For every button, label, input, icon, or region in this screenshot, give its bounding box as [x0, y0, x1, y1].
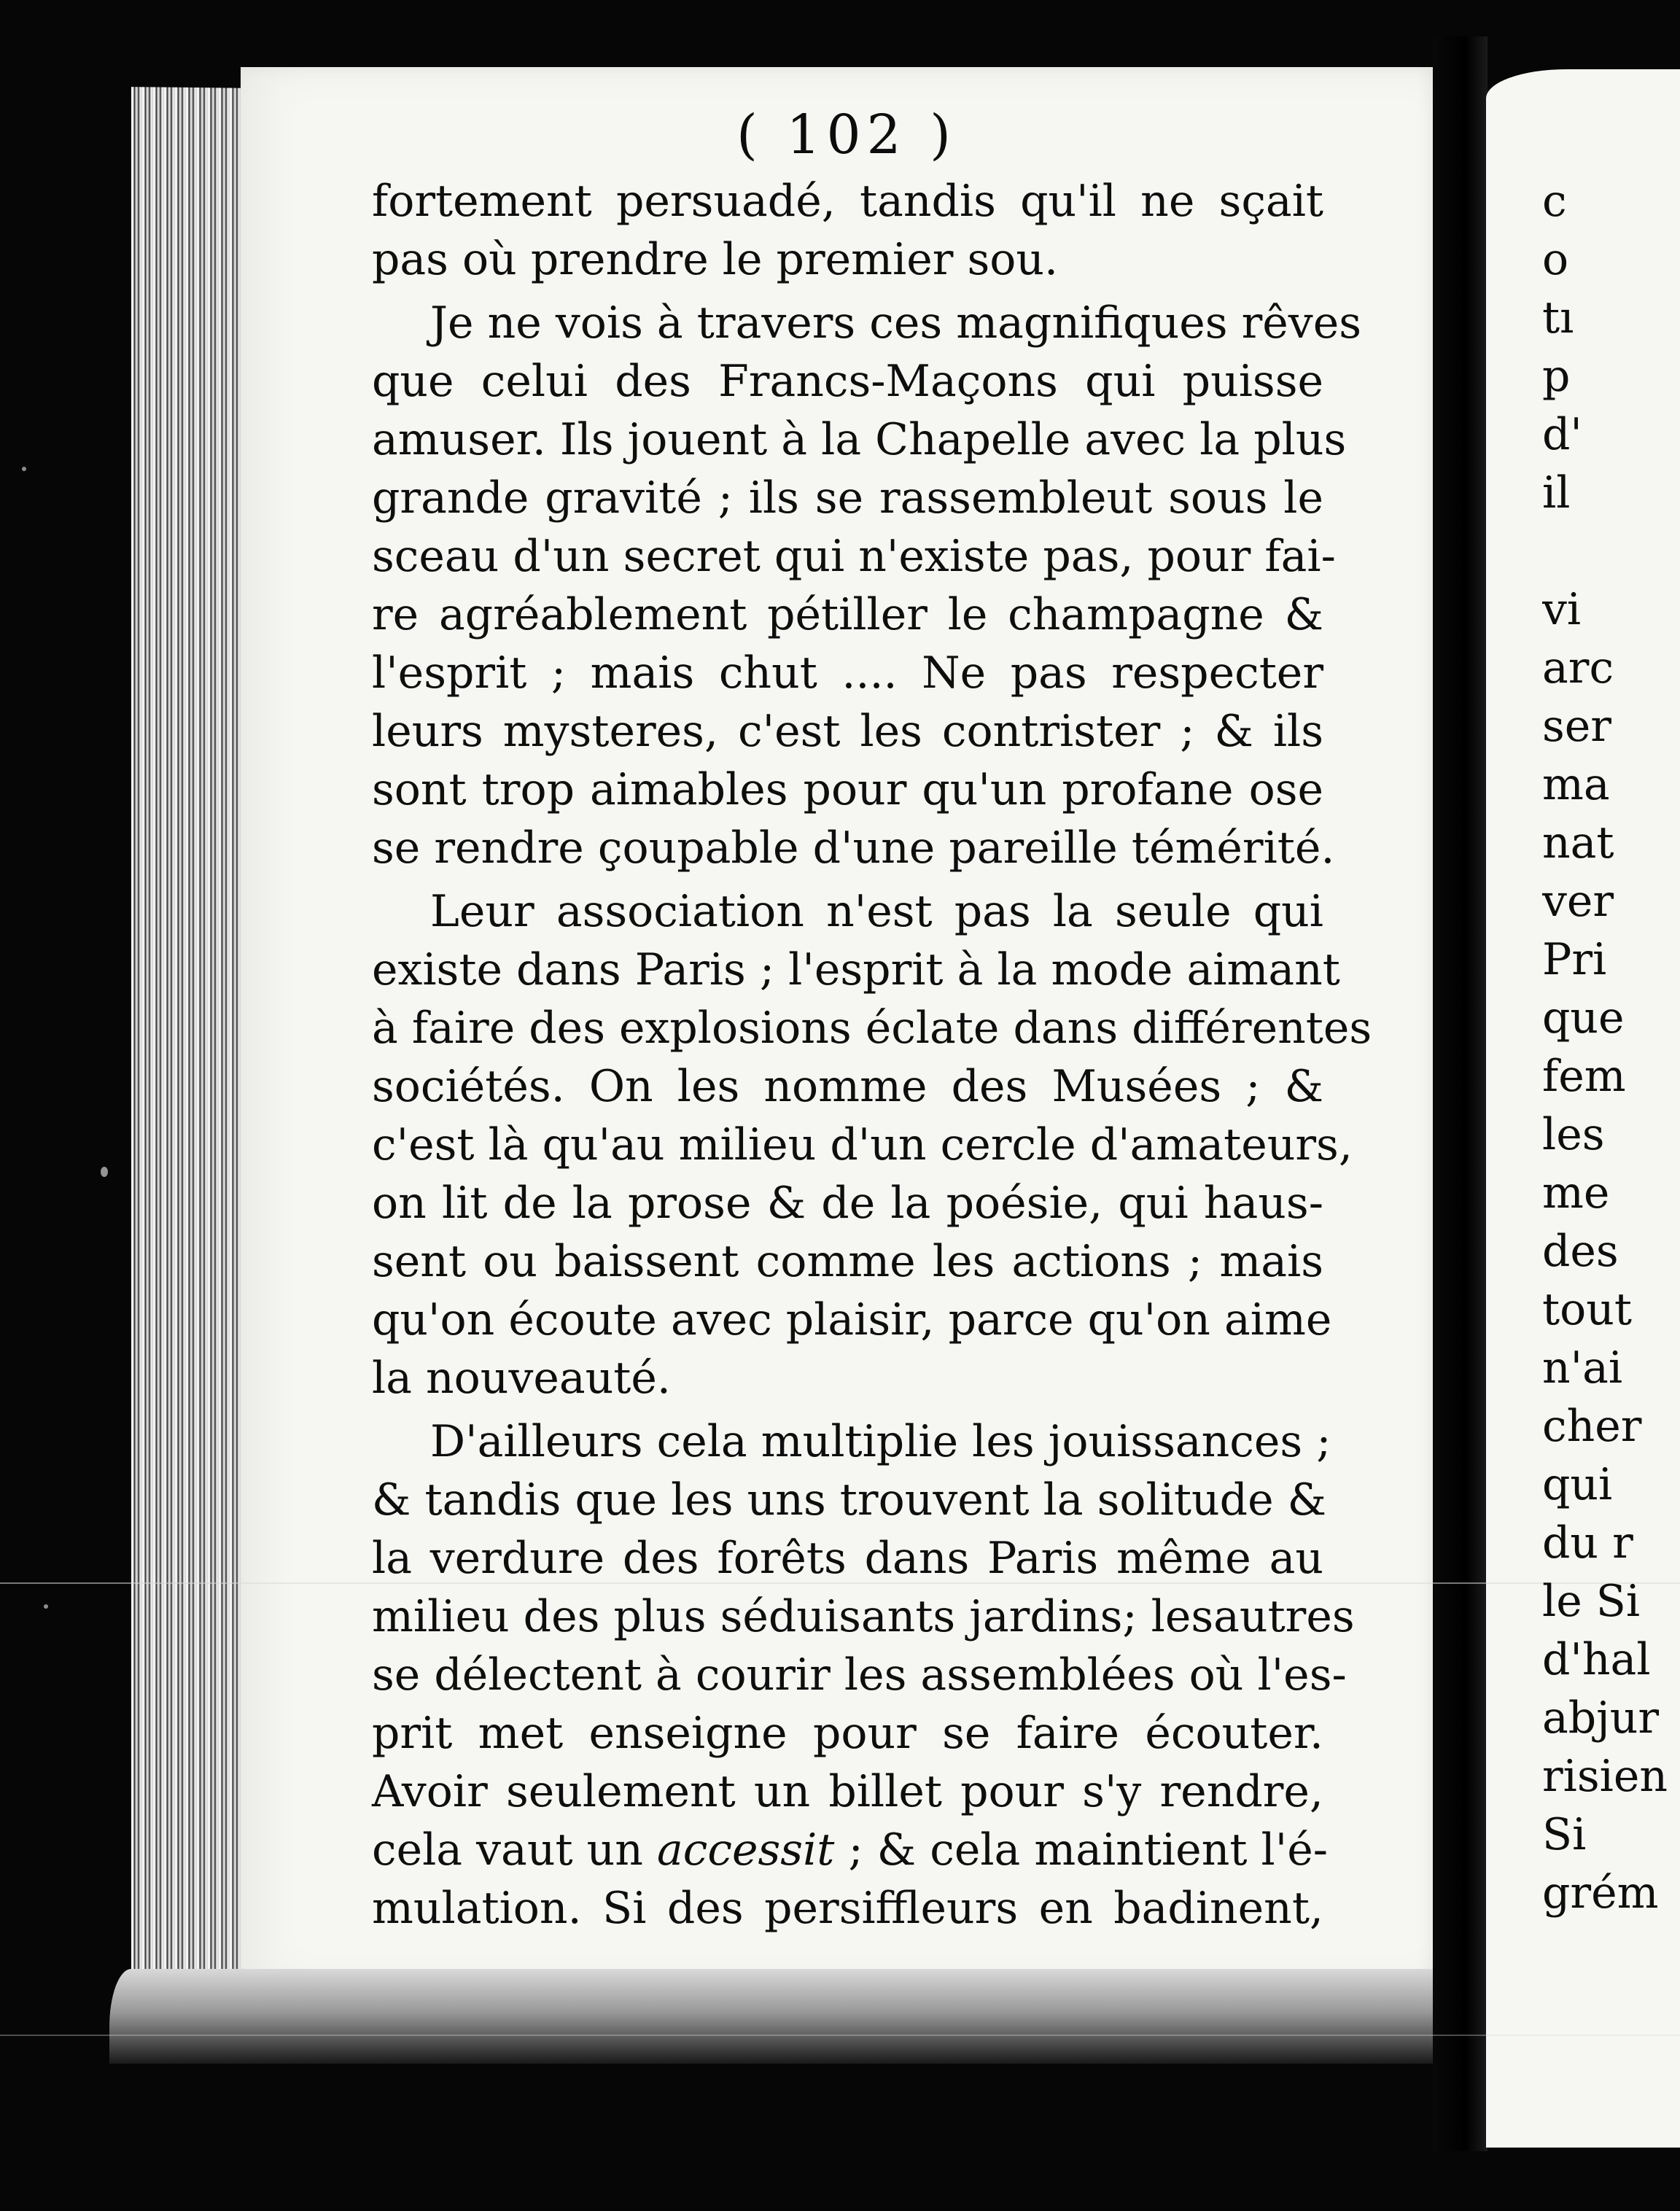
text-run: ; & cela maintient l'é- — [848, 1825, 1328, 1876]
fragment-line: du r — [1542, 1518, 1633, 1569]
text-line: c'est là qu'au milieu d'un cercle d'amateurs, — [372, 1119, 1353, 1170]
text-line: se rendre çoupable d'une pareille témérité. — [372, 823, 1335, 874]
scan-speck — [101, 1167, 108, 1177]
text-line: sont trop aimables pour qu'un profane ose — [372, 764, 1323, 815]
text-line: à faire des explosions éclate dans différentes — [372, 1003, 1372, 1054]
text-line: pas où prendre le premier sou. — [372, 234, 1059, 285]
text-line: amuser. Ils jouent à la Chapelle avec la plus — [372, 414, 1347, 465]
text-line: fortement persuadé, tandis qu'il ne sçait — [372, 176, 1323, 227]
fragment-line: me — [1542, 1167, 1610, 1219]
text-line: la verdure des forêts dans Paris même au — [372, 1533, 1323, 1584]
text-line: existe dans Paris ; l'esprit à la mode aimant — [372, 944, 1340, 995]
text-line: Avoir seulement un billet pour s'y rendre, — [372, 1766, 1323, 1817]
fragment-line: ver — [1542, 876, 1614, 927]
fragment-line: ser — [1542, 701, 1611, 752]
text-line: la nouveauté. — [372, 1353, 671, 1404]
fragment-line: ma — [1542, 759, 1610, 810]
text-line: leurs mysteres, c'est les contrister ; & ils — [372, 706, 1323, 757]
fragment-line: n'ai — [1542, 1342, 1623, 1394]
text-line: & tandis que les uns trouvent la solitude & — [372, 1474, 1327, 1526]
fragment-line: Si — [1542, 1809, 1587, 1860]
text-line: re agréablement pétiller le champagne & — [372, 589, 1323, 640]
text-line: que celui des Francs-Maçons qui puisse — [372, 356, 1323, 407]
fragment-line: tout — [1542, 1284, 1632, 1335]
text-line: on lit de la prose & de la poésie, qui haus- — [372, 1178, 1323, 1229]
fragment-line: abjur — [1542, 1693, 1660, 1744]
text-line: Leur association n'est pas la seule qui — [430, 886, 1323, 937]
fragment-line: c — [1542, 176, 1567, 227]
fragment-line: le Si — [1542, 1576, 1641, 1627]
text-line: se délectent à courir les assemblées où l'es- — [372, 1649, 1347, 1701]
text-line: l'esprit ; mais chut .... Ne pas respecter — [372, 648, 1323, 699]
fragment-line: tı — [1542, 292, 1574, 343]
page-edge-stack — [131, 87, 252, 2013]
fragment-line: que — [1542, 992, 1625, 1044]
fragment-line: qui — [1542, 1459, 1613, 1510]
book-gutter — [1433, 36, 1488, 2151]
fragment-line: arc — [1542, 642, 1614, 693]
scan-line — [0, 2035, 1680, 2036]
text-line: grande gravité ; ils se rassembleut sous le — [372, 473, 1323, 524]
text-line: mulation. Si des persiffleurs en badinent, — [372, 1883, 1323, 1934]
fragment-line: cher — [1542, 1401, 1642, 1452]
fragment-line: les — [1542, 1109, 1605, 1160]
fragment-line: fem — [1542, 1051, 1626, 1102]
text-line: Je ne vois à travers ces magnifiques rêves — [430, 298, 1361, 349]
page-number: ( 102 ) — [736, 104, 957, 166]
fragment-line: des — [1542, 1226, 1619, 1277]
text-line: sceau d'un secret qui n'existe pas, pour fai- — [372, 531, 1336, 582]
fragment-line: grém — [1542, 1868, 1659, 1919]
fragment-line: vi — [1542, 584, 1582, 635]
text-line: D'ailleurs cela multiplie les jouissances ; — [430, 1416, 1331, 1467]
text-line: milieu des plus séduisants jardins; lesautres — [372, 1591, 1355, 1642]
scan-speck — [22, 467, 26, 471]
text-run: cela vaut un — [372, 1825, 643, 1876]
fragment-line: o — [1542, 234, 1569, 285]
italic-word: accessit — [657, 1825, 835, 1876]
text-line: sent ou baissent comme les actions ; mais — [372, 1236, 1323, 1287]
text-line: qu'on écoute avec plaisir, parce qu'on aime — [372, 1294, 1332, 1345]
text-line: prit met enseigne pour se faire écouter. — [372, 1708, 1323, 1759]
fragment-line: d'hal — [1542, 1634, 1651, 1685]
fragment-line: nat — [1542, 817, 1614, 869]
fragment-line: p — [1542, 351, 1571, 402]
scan-speck — [44, 1604, 48, 1609]
fragment-line: il — [1542, 467, 1571, 518]
fragment-line: Pri — [1542, 934, 1607, 985]
text-line — [372, 1821, 1328, 1879]
fragment-line: risien — [1542, 1751, 1668, 1802]
page-bottom-shadow — [109, 1969, 1458, 2064]
fragment-line: d' — [1542, 409, 1582, 460]
text-line: sociétés. On les nomme des Musées ; & — [372, 1061, 1323, 1112]
